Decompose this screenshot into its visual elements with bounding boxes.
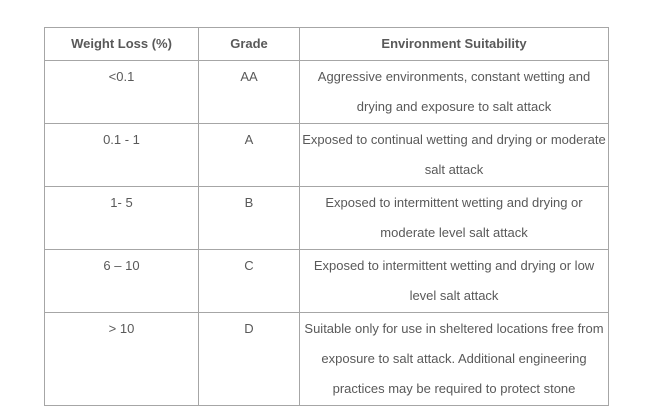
cell-environment: Exposed to continual wetting and drying or moderate salt attack (300, 124, 609, 187)
table-header-row (45, 28, 609, 61)
cell-weight-loss: 0.1 - 1 (45, 124, 199, 187)
cell-grade: A (199, 124, 300, 187)
cell-weight-loss: > 10 (45, 313, 199, 406)
cell-environment: Suitable only for use in sheltered locations free from exposure to salt attack. Additional engineering practices may be required to protect stone (300, 313, 609, 406)
cell-grade: B (199, 187, 300, 250)
cell-environment: Aggressive environments, constant wetting and drying and exposure to salt attack (300, 61, 609, 124)
cell-grade: AA (199, 61, 300, 124)
cell-grade: C (199, 250, 300, 313)
col-header-environment-suitability: Environment Suitability (300, 28, 609, 61)
table-row (45, 250, 609, 313)
col-header-weight-loss: Weight Loss (%) (45, 28, 199, 61)
table-row (45, 187, 609, 250)
cell-weight-loss: <0.1 (45, 61, 199, 124)
col-header-grade: Grade (199, 28, 300, 61)
cell-environment: Exposed to intermittent wetting and drying or low level salt attack (300, 250, 609, 313)
cell-weight-loss: 1- 5 (45, 187, 199, 250)
table-row (45, 61, 609, 124)
cell-weight-loss: 6 – 10 (45, 250, 199, 313)
table-row (45, 124, 609, 187)
cell-grade: D (199, 313, 300, 406)
weathering-grade-table (44, 27, 609, 406)
cell-environment: Exposed to intermittent wetting and drying or moderate level salt attack (300, 187, 609, 250)
table-row (45, 313, 609, 406)
